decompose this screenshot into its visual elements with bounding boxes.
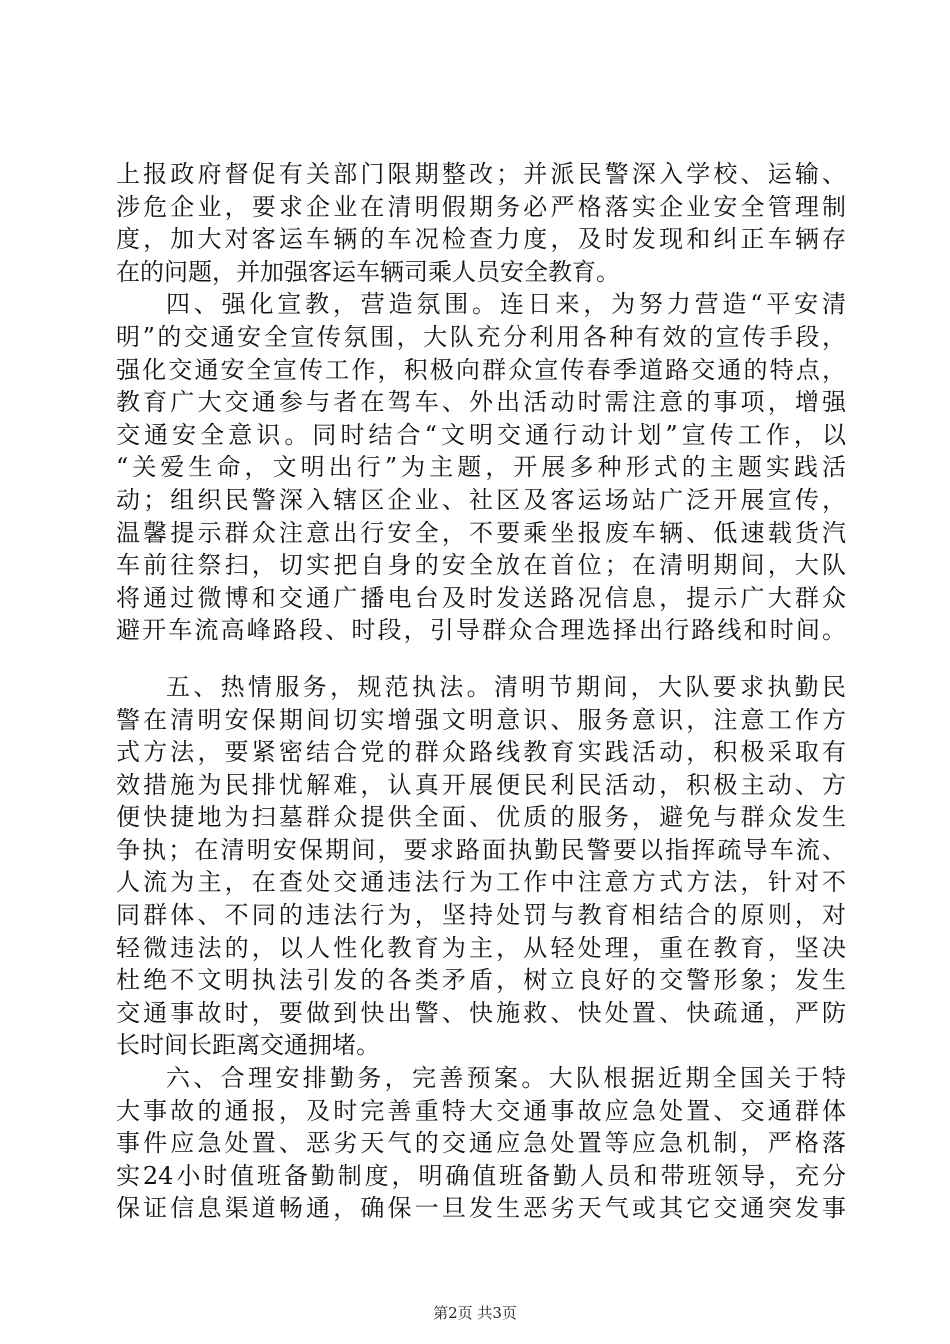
paragraph-gap: [116, 647, 846, 671]
text-line: 交通事故时，要做到快出警、快施救、快处置、快疏通，严防: [116, 998, 846, 1027]
text-line: 上报政府督促有关部门限期整改；并派民警深入学校、运输、: [116, 160, 846, 188]
text-line: 长时间长距离交通拥堵。: [116, 1031, 380, 1060]
paragraph-start-line: 五、热情服务，规范执法。清明节期间，大队要求执勤民: [166, 672, 846, 701]
text-line: 将通过微博和交通广播电台及时发送路况信息，提示广大群众: [116, 583, 846, 612]
text-line: 保证信息渠道畅通，确保一旦发生恶劣天气或其它交通突发事: [116, 1194, 846, 1223]
text-line: 便快捷地为扫墓群众提供全面、优质的服务，避免与群众发生: [116, 803, 846, 832]
paragraph-start-line: 六、合理安排勤务，完善预案。大队根据近期全国关于特: [166, 1064, 846, 1093]
text-line: 度，加大对客运车辆的车况检查力度，及时发现和纠正车辆存: [116, 225, 846, 254]
text-line: 避开车流高峰路段、时段，引导群众合理选择出行路线和时间。: [116, 616, 846, 645]
text-line: 同群体、不同的违法行为，坚持处罚与教育相结合的原则，对: [116, 901, 846, 930]
paragraph-start-line: 四、强化宣教，营造氛围。连日来，为努力营造“平安清: [166, 290, 846, 319]
text-line: 人流为主，在查处交通违法行为工作中注意方式方法，针对不: [116, 868, 846, 897]
text-line: 教育广大交通参与者在驾车、外出活动时需注意的事项，增强: [116, 388, 846, 417]
text-line: 大事故的通报，及时完善重特大交通事故应急处置、交通群体: [116, 1096, 846, 1125]
text-line: 车前往祭扫，切实把自身的安全放在首位；在清明期间，大队: [116, 551, 846, 580]
text-line: 警在清明安保期间切实增强文明意识、服务意识，注意工作方: [116, 705, 846, 734]
text-line: 事件应急处置、恶劣天气的交通应急处置等应急机制，严格落: [116, 1129, 846, 1158]
text-line: 实24小时值班备勤制度，明确值班备勤人员和带班领导，充分: [116, 1161, 846, 1190]
text-line: 明”的交通安全宣传氛围，大队充分利用各种有效的宣传手段，: [116, 322, 846, 351]
text-line: 在的问题，并加强客运车辆司乘人员安全教育。: [116, 257, 620, 286]
page-number-footer: 第2页 共3页: [433, 1304, 517, 1322]
text-line: 温馨提示群众注意出行安全，不要乘坐报废车辆、低速载货汽: [116, 518, 846, 547]
text-line: 效措施为民排忧解难，认真开展便民利民活动，积极主动、方: [116, 770, 846, 799]
text-line: 式方法，要紧密结合党的群众路线教育实践活动，积极采取有: [116, 738, 846, 767]
text-line: 动；组织民警深入辖区企业、社区及客运场站广泛开展宣传，: [116, 485, 846, 514]
text-line: 交通安全意识。同时结合“文明交通行动计划”宣传工作，以: [116, 420, 846, 449]
text-line: 涉危企业，要求企业在清明假期务必严格落实企业安全管理制: [116, 192, 846, 221]
text-line: 强化交通安全宣传工作，积极向群众宣传春季道路交通的特点，: [116, 355, 846, 384]
text-line: “关爱生命，文明出行”为主题，开展多种形式的主题实践活: [116, 453, 846, 482]
text-line: 轻微违法的，以人性化教育为主，从轻处理，重在教育，坚决: [116, 933, 846, 962]
text-line: 争执；在清明安保期间，要求路面执勤民警要以指挥疏导车流、: [116, 835, 846, 864]
document-body: [116, 158, 846, 1225]
text-line: 杜绝不文明执法引发的各类矛盾，树立良好的交警形象；发生: [116, 966, 846, 995]
